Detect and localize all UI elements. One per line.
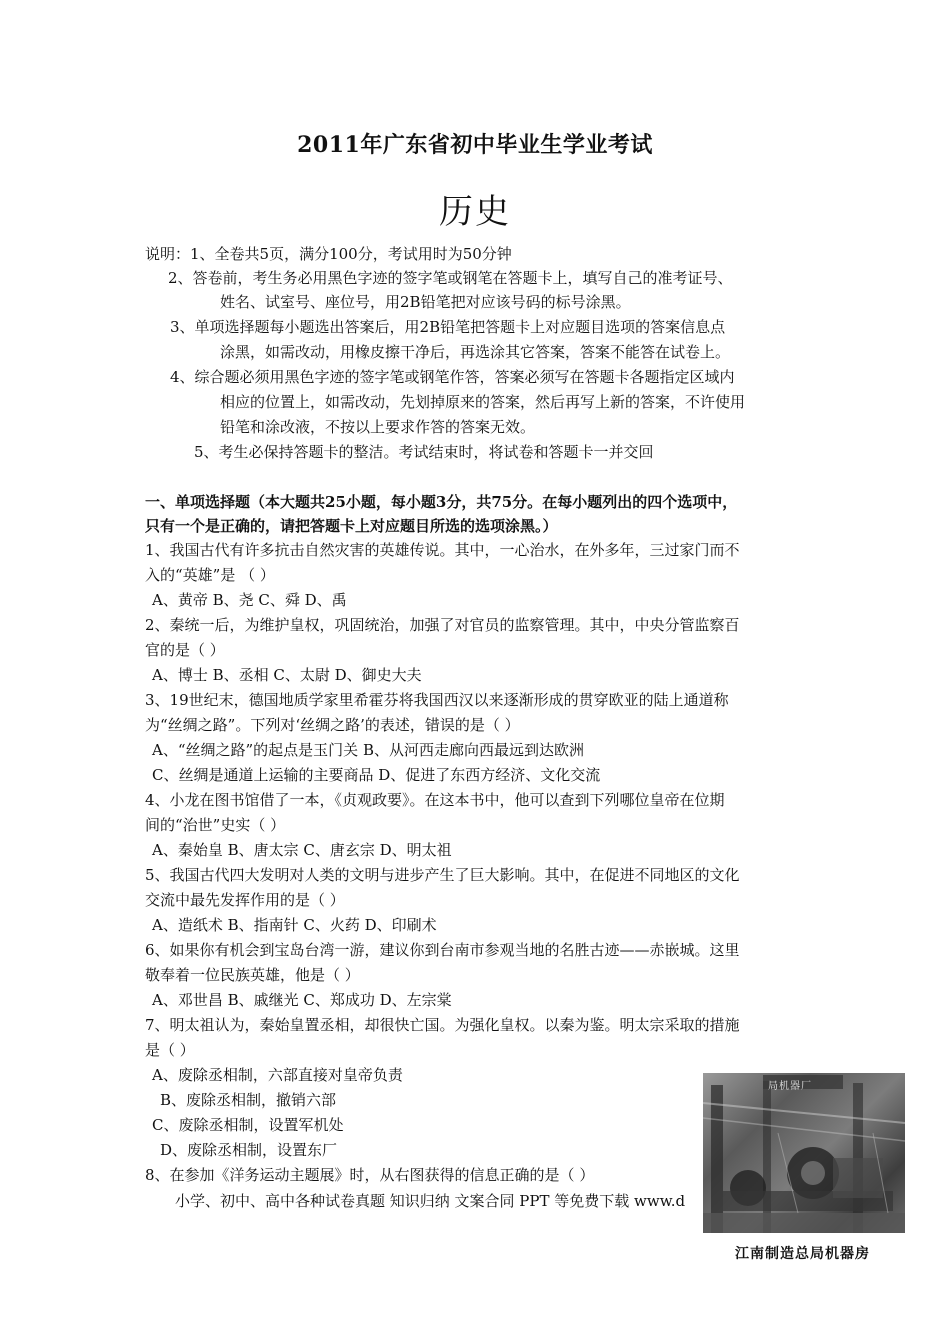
instruction-line: 4、综合题必须用黑色字迹的签字笔或钢笔作答，答案必须写在答题卡各题指定区域内 xyxy=(170,368,735,386)
question-options: A、秦始皇 B、唐太宗 C、唐玄宗 D、明太祖 xyxy=(152,841,452,859)
question-text: 6、如果你有机会到宝岛台湾一游，建议你到台南市参观当地的名胜古迹——赤嵌城。这里 xyxy=(145,941,740,959)
photo-inner-caption: 局机器厂 xyxy=(768,1081,812,1092)
question-options: D、废除丞相制，设置东厂 xyxy=(160,1141,338,1159)
instruction-line: 2、答卷前，考生务必用黑色字迹的签字笔或钢笔在答题卡上，填写自己的准考证号、 xyxy=(168,269,733,287)
photo-caption: 江南制造总局机器房 xyxy=(735,1246,870,1262)
exam-title: 2011年广东省初中毕业生学业考试 xyxy=(297,132,653,158)
question-text: 7、明太祖认为，秦始皇置丞相，却很快亡国。为强化皇权。以秦为鉴。明太宗采取的措施 xyxy=(145,1016,740,1034)
instruction-line: 说明：1、全卷共5页，满分100分，考试用时为50分钟 xyxy=(145,245,512,263)
question-options: A、博士 B、丞相 C、太尉 D、御史大夫 xyxy=(152,666,422,684)
footer-text: 小学、初中、高中各种试卷真题 知识归纳 文案合同 PPT 等免费下载 www.d xyxy=(175,1192,686,1210)
exam-subject: 历史 xyxy=(439,192,511,232)
question-options: B、废除丞相制，撤销六部 xyxy=(160,1091,337,1109)
instruction-line: 涂黑，如需改动，用橡皮擦干净后，再选涂其它答案，答案不能答在试卷上。 xyxy=(220,343,731,361)
instruction-line: 姓名、试室号、座位号，用2B铅笔把对应该号码的标号涂黑。 xyxy=(220,293,631,311)
question-options: C、废除丞相制，设置军机处 xyxy=(152,1116,344,1134)
question-text: 5、我国古代四大发明对人类的文明与进步产生了巨大影响。其中，在促进不同地区的文化 xyxy=(145,866,740,884)
question-text: 2、秦统一后，为维护皇权，巩固统治，加强了对官员的监察管理。其中，中央分管监察百 xyxy=(145,616,740,634)
question-options: A、造纸术 B、指南针 C、火药 D、印刷术 xyxy=(152,916,437,934)
section-heading: 只有一个是正确的，请把答题卡上对应题目所选的选项涂黑。） xyxy=(145,517,558,535)
instruction-line: 铅笔和涂改液，不按以上要求作答的答案无效。 xyxy=(220,418,536,436)
instruction-line: 3、单项选择题每小题选出答案后，用2B铅笔把答题卡上对应题目选项的答案信息点 xyxy=(170,318,726,336)
question-text: 4、小龙在图书馆借了一本，《贞观政要》。在这本书中，他可以查到下列哪位皇帝在位期 xyxy=(145,791,725,809)
question-text: 入的“英雄”是 （ ） xyxy=(145,566,275,584)
question-text: 敬奉着一位民族英雄，他是（ ） xyxy=(145,966,360,984)
section-heading: 一、单项选择题（本大题共25小题，每小题3分，共75分。在每小题列出的四个选项中， xyxy=(145,493,738,511)
question-text: 是（ ） xyxy=(145,1041,195,1059)
question-options: A、黄帝 B、尧 C、舜 D、禹 xyxy=(152,591,347,609)
question-options: C、丝绸是通道上运输的主要商品 D、促进了东西方经济、文化交流 xyxy=(152,766,601,784)
question-options: A、废除丞相制，六部直接对皇帝负责 xyxy=(152,1066,403,1084)
question-text: 8、在参加《洋务运动主题展》时，从右图获得的信息正确的是（ ） xyxy=(145,1166,595,1184)
question-text: 间的“治世”史实（ ） xyxy=(145,816,286,834)
instruction-line: 5、考生必保持答题卡的整洁。考试结束时，将试卷和答题卡一并交回 xyxy=(194,443,654,461)
question-text: 为“丝绸之路”。下列对‘丝绸之路’的表述，错误的是（ ） xyxy=(145,716,520,734)
instruction-line: 相应的位置上，如需改动，先划掉原来的答案，然后再写上新的答案，不许使用 xyxy=(220,393,746,411)
question-text: 官的是（ ） xyxy=(145,641,225,659)
question-text: 交流中最先发挥作用的是（ ） xyxy=(145,891,345,909)
machine-room-photo xyxy=(703,1073,905,1233)
machine-room-illustration xyxy=(703,1073,905,1233)
question-text: 3、19世纪末，德国地质学家里希霍芬将我国西汉以来逐渐形成的贯穿欧亚的陆上通道称 xyxy=(145,691,729,709)
question-options: A、邓世昌 B、戚继光 C、郑成功 D、左宗棠 xyxy=(152,991,452,1009)
question-options: A、“丝绸之路”的起点是玉门关 B、从河西走廊向西最远到达欧洲 xyxy=(152,741,584,759)
question-text: 1、我国古代有许多抗击自然灾害的英雄传说。其中，一心治水，在外多年，三过家门而不 xyxy=(145,541,740,559)
